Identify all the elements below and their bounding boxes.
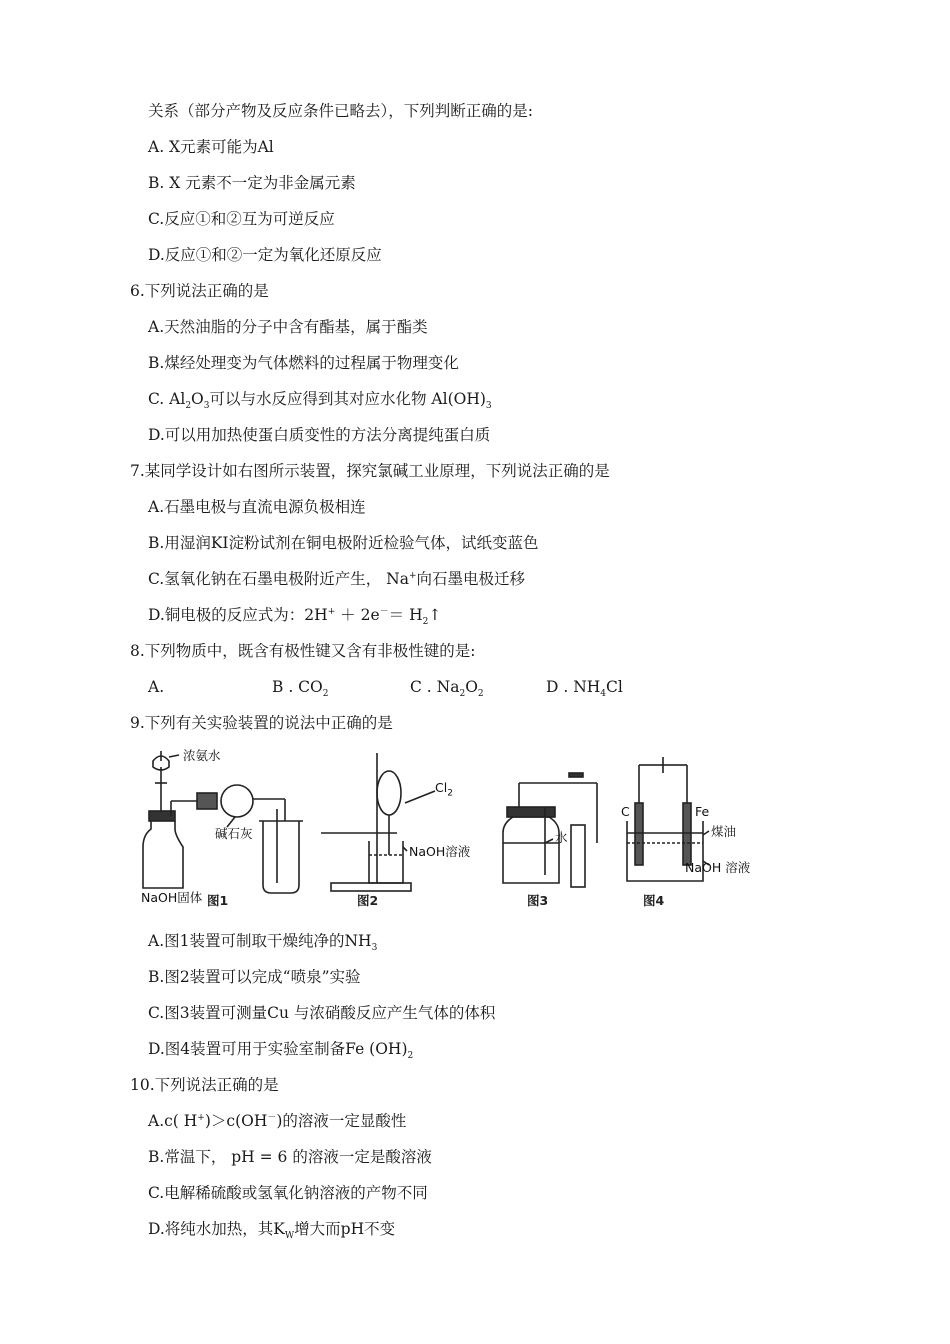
fig2-label-cl2: $Cl_2$ <box>435 780 453 799</box>
apparatus-figure <box>135 743 775 908</box>
drying-tube-stopper <box>197 793 217 809</box>
collection-bottle <box>263 821 299 893</box>
measuring-cylinder <box>571 825 585 887</box>
q5-option-a: A. X元素可能为Al <box>148 138 274 156</box>
drying-tube-bulb <box>221 785 253 817</box>
iron-stand-base <box>331 883 411 891</box>
fig3-caption: 图3 <box>527 893 549 908</box>
flask-1 <box>143 821 183 888</box>
q9-option-b: B.图2装置可以完成“喷泉”实验 <box>148 968 361 986</box>
q8-option-a: A. <box>148 678 165 696</box>
fig4-label-fe: Fe <box>695 804 710 819</box>
graphite-electrode <box>635 803 643 865</box>
q7-option-c: C.氢氧化钠在石墨电极附近产生， Na+向石墨电极迁移 <box>148 570 526 588</box>
fig1-label-naoh-solid: NaOH固体 <box>141 890 203 905</box>
fig3-label-water: 水 <box>555 830 568 845</box>
q5-option-b: B. X 元素不一定为非金属元素 <box>148 174 356 192</box>
fig2-caption: 图2 <box>357 893 379 908</box>
q10-option-a: A.c( H+)＞c(OH－)的溶液一定显酸性 <box>148 1112 407 1130</box>
fig4-label-naoh-solution: NaOH 溶液 <box>685 860 751 875</box>
q8-stem: 8.下列物质中，既含有极性键又含有非极性键的是: <box>130 642 476 660</box>
q7-option-b: B.用湿润KI淀粉试剂在铜电极附近检验气体，试纸变蓝色 <box>148 534 539 552</box>
q8-option-b: B . $CO_2$ <box>272 678 329 700</box>
q10-stem: 10.下列说法正确的是 <box>130 1076 279 1094</box>
q5-option-c: C.反应①和②互为可逆反应 <box>148 210 335 228</box>
q10-option-b: B.常温下， pH = 6 的溶液一定是酸溶液 <box>148 1148 432 1166</box>
beaker-2 <box>369 841 403 883</box>
round-flask <box>377 771 401 815</box>
q7-stem: 7.某同学设计如右图所示装置，探究氯碱工业原理，下列说法正确的是 <box>130 462 610 480</box>
q6-option-d: D.可以用加热使蛋白质变性的方法分离提纯蛋白质 <box>148 426 491 444</box>
fig4-label-c: C <box>621 804 630 819</box>
q6-option-c: C. $Al_2O_3$可以与水反应得到其对应水化物 $Al(OH)_3$ <box>148 390 492 412</box>
q9-option-a: A.图1装置可制取干燥纯净的$NH_3$ <box>148 932 378 954</box>
q5-stem-continuation: 关系（部分产物及反应条件已略去），下列判断正确的是: <box>148 102 533 120</box>
q9-stem: 9.下列有关实验装置的说法中正确的是 <box>130 714 393 732</box>
q10-option-c: C.电解稀硫酸或氢氧化钠溶液的产物不同 <box>148 1184 428 1202</box>
fig1-label-ammonia: 浓氨水 <box>183 748 221 763</box>
q6-option-a: A.天然油脂的分子中含有酯基，属于酯类 <box>148 318 428 336</box>
fig1-caption: 图1 <box>207 893 229 908</box>
q6-option-b: B.煤经处理变为气体燃料的过程属于物理变化 <box>148 354 459 372</box>
fig2-label-naoh-solution: NaOH溶液 <box>409 844 471 859</box>
q10-option-d: D.将纯水加热，其$K_W$增大而pH不变 <box>148 1220 396 1242</box>
q6-stem: 6.下列说法正确的是 <box>130 282 269 300</box>
q9-option-c: C.图3装置可测量Cu 与浓硝酸反应产生气体的体积 <box>148 1004 496 1022</box>
fig4-caption: 图4 <box>643 893 665 908</box>
q5-option-d: D.反应①和②一定为氧化还原反应 <box>148 246 382 264</box>
q7-option-a: A.石墨电极与直流电源负极相连 <box>148 498 366 516</box>
q7-option-d: D.铜电极的反应式为：$2H^+ + 2e^-= H_2↑$ <box>148 606 442 628</box>
q8-option-d: D . $NH_4Cl$ <box>546 678 623 700</box>
q9-option-d: D.图4装置可用于实验室制备Fe $(OH)_2$ <box>148 1040 414 1062</box>
fig4-label-kerosene: 煤油 <box>711 824 737 839</box>
iron-electrode <box>683 803 691 865</box>
fig1-label-soda-lime: 碱石灰 <box>215 826 253 841</box>
gas-bottle <box>503 817 559 883</box>
q8-option-c: C . $Na_2O_2$ <box>410 678 484 700</box>
